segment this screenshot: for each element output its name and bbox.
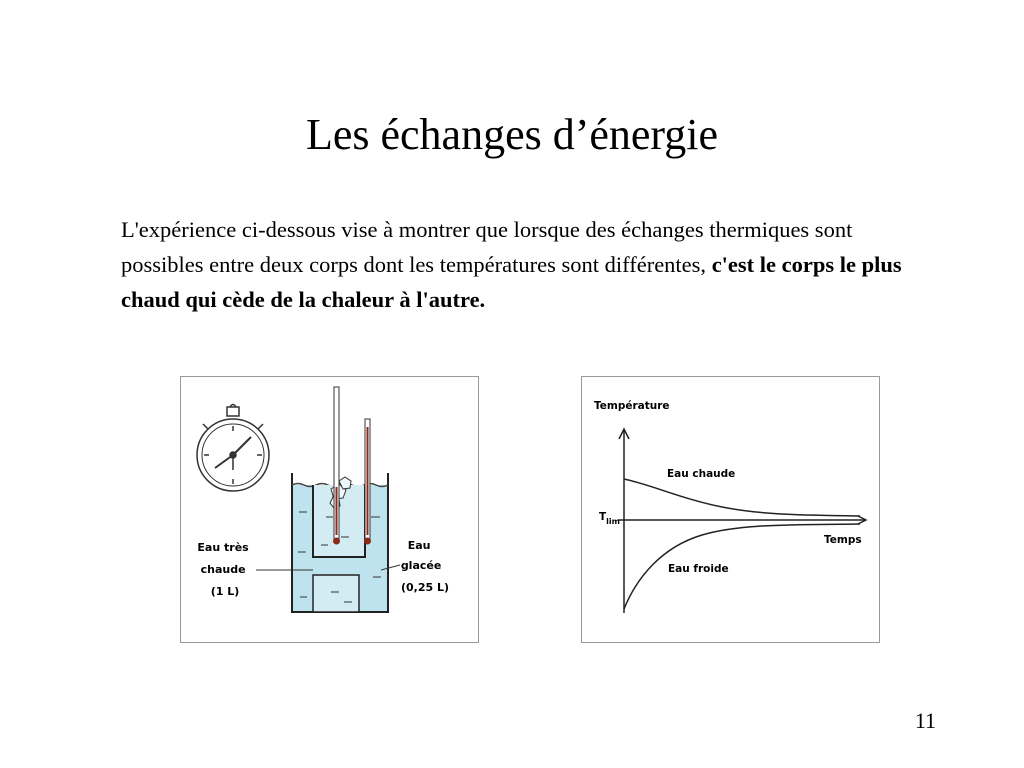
paragraph-text: L'expérience ci-dessous vise à montrer que lorsque des échanges thermiques sont possibles entre deux corps dont les températures sont différentes,: [121, 217, 853, 277]
apparatus-illustration: [181, 377, 478, 642]
temperature-graph-svg: [582, 377, 879, 642]
y-axis-label: Température: [594, 400, 670, 412]
thermometer-cold: [364, 419, 371, 545]
paragraph-bold-text: c'est le corps le plus chaud qui cède de la chaleur à l'autre.: [121, 252, 902, 312]
hot-curve-label: Eau chaude: [667, 468, 736, 480]
thermometer-hot: [333, 387, 340, 545]
t-lim-label: $T_{lim}$: [599, 511, 620, 526]
hot-water-curve: [624, 479, 860, 516]
cold-water-label: Eau glacée (0,25 L): [400, 539, 450, 594]
support-block: [313, 575, 359, 612]
intro-paragraph: [121, 212, 921, 317]
stopwatch-icon: [197, 405, 269, 492]
slide-title: Les échanges d’énergie: [305, 110, 719, 159]
hot-water-label: Eau très chaude (1 L): [197, 541, 249, 598]
apparatus-figure: [180, 376, 479, 643]
cold-curve-label: Eau froide: [668, 563, 729, 575]
temperature-graph: [581, 376, 880, 643]
x-axis-label: Temps: [824, 534, 862, 546]
page-number: 11: [914, 708, 936, 733]
